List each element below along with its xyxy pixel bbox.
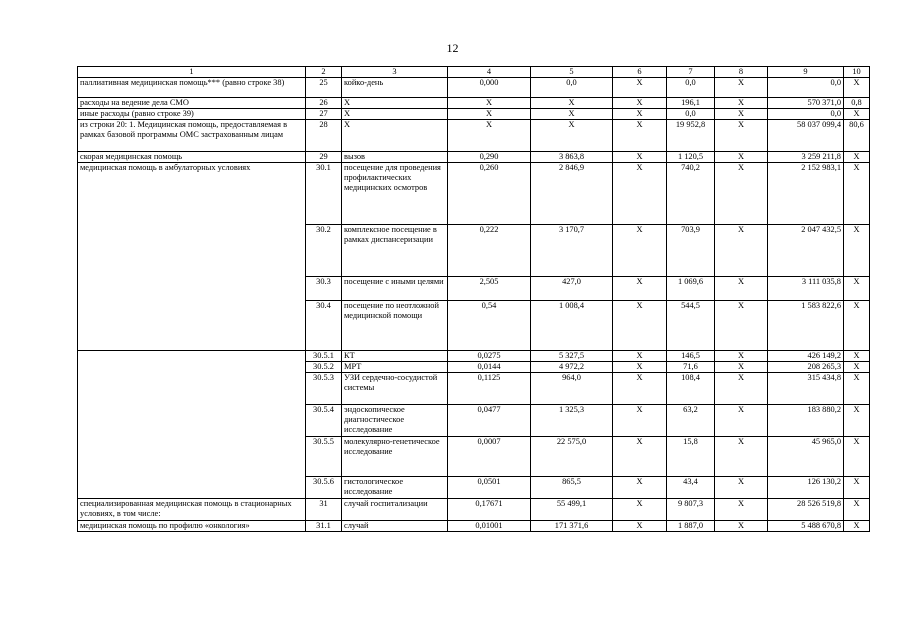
cell-c6: X [613,351,667,362]
column-header: 6 [613,67,667,78]
cell-c6: X [613,437,667,477]
table-row [78,152,870,163]
cell-c3: случай госпитализации [342,499,448,521]
cell-c3: койко-день [342,78,448,98]
cell-c6: X [613,163,667,225]
cell-c5: 2 846,9 [531,163,613,225]
row-label: расходы на ведение дела СМО [78,98,306,109]
column-header: 5 [531,67,613,78]
cell-c10: X [844,521,870,532]
cell-c6: X [613,301,667,351]
cell-c8: X [715,109,768,120]
cell-c10: X [844,499,870,521]
cell-c3: комплексное посещение в рамках диспансеризации [342,225,448,277]
cell-c5: 3 170,7 [531,225,613,277]
empty-label-cell [78,351,306,499]
cell-c8: X [715,152,768,163]
cell-c4: X [448,109,531,120]
cell-c10: X [844,405,870,437]
cell-c4: X [448,98,531,109]
cell-c7: 0,0 [667,78,715,98]
cell-c10: X [844,362,870,373]
cell-c9: 28 526 519,8 [768,499,844,521]
cell-c8: X [715,225,768,277]
cell-c9: 5 488 670,8 [768,521,844,532]
cell-c3: X [342,109,448,120]
cell-c4: 0,0007 [448,437,531,477]
cell-c8: X [715,373,768,405]
cell-c4: 0,0501 [448,477,531,499]
cell-c7: 108,4 [667,373,715,405]
row-label: из строки 20: 1. Медицинская помощь, предоставляемая в рамках базовой программы ОМС застрахованным лицам [78,120,306,152]
cell-c7: 63,2 [667,405,715,437]
cell-c8: X [715,499,768,521]
cell-c3: X [342,98,448,109]
cell-c8: X [715,437,768,477]
cell-c3: УЗИ сердечно-сосудистой системы [342,373,448,405]
cell-c10: X [844,277,870,301]
cell-c4: 0,222 [448,225,531,277]
cell-c7: 703,9 [667,225,715,277]
cell-c10: X [844,477,870,499]
cell-c5: 427,0 [531,277,613,301]
cell-c6: X [613,152,667,163]
column-header: 1 [78,67,306,78]
row-label: скорая медицинская помощь [78,152,306,163]
cell-c9: 208 265,3 [768,362,844,373]
cell-c5: 22 575,0 [531,437,613,477]
cell-c4: 0,1125 [448,373,531,405]
cell-c7: 19 952,8 [667,120,715,152]
cell-c9: 126 130,2 [768,477,844,499]
cell-c10: X [844,109,870,120]
cell-c8: X [715,163,768,225]
cell-c6: X [613,477,667,499]
cell-c6: X [613,405,667,437]
cell-c9: 3 111 035,8 [768,277,844,301]
cell-c5: 4 972,2 [531,362,613,373]
cell-c5: X [531,109,613,120]
cell-c8: X [715,98,768,109]
cell-c3: посещение с иными целями [342,277,448,301]
cell-c9: 3 259 211,8 [768,152,844,163]
table-row [78,98,870,109]
cell-c7: 1 069,6 [667,277,715,301]
cell-c8: X [715,477,768,499]
cell-c6: X [613,499,667,521]
row-label: медицинская помощь по профилю «онкология» [78,521,306,532]
cell-c5: 5 327,5 [531,351,613,362]
cell-c9: 2 152 983,1 [768,163,844,225]
cell-c5: 171 371,6 [531,521,613,532]
column-header: 7 [667,67,715,78]
cell-c6: X [613,109,667,120]
cell-c9: 58 037 099,4 [768,120,844,152]
cell-c4: 0,0275 [448,351,531,362]
cell-c7: 0,0 [667,109,715,120]
cell-c7: 1 120,5 [667,152,715,163]
cell-c6: X [613,225,667,277]
cell-c6: X [613,120,667,152]
cell-c3: гистологическое исследование [342,477,448,499]
cell-c2: 30.5.6 [306,477,342,499]
table-row [78,163,870,225]
cell-c3: МРТ [342,362,448,373]
cell-c9: 570 371,0 [768,98,844,109]
cell-c2: 30.5.2 [306,362,342,373]
cell-c7: 43,4 [667,477,715,499]
cell-c2: 31.1 [306,521,342,532]
cell-c2: 30.5.1 [306,351,342,362]
table-row [78,499,870,521]
table-row [78,109,870,120]
cell-c3: КТ [342,351,448,362]
cell-c7: 544,5 [667,301,715,351]
column-header: 3 [342,67,448,78]
cell-c5: 964,0 [531,373,613,405]
cell-c3: X [342,120,448,152]
cell-c3: посещение для проведения профилактических медицинских осмотров [342,163,448,225]
header-row [78,67,870,78]
financial-table [77,66,870,532]
cell-c7: 71,6 [667,362,715,373]
cell-c4: 2,505 [448,277,531,301]
column-header: 10 [844,67,870,78]
cell-c2: 25 [306,78,342,98]
cell-c2: 29 [306,152,342,163]
cell-c8: X [715,521,768,532]
column-header: 4 [448,67,531,78]
cell-c7: 1 887,0 [667,521,715,532]
cell-c9: 45 965,0 [768,437,844,477]
cell-c4: 0,000 [448,78,531,98]
cell-c4: X [448,120,531,152]
cell-c3: случай [342,521,448,532]
cell-c6: X [613,362,667,373]
column-header: 9 [768,67,844,78]
column-header: 2 [306,67,342,78]
cell-c10: X [844,225,870,277]
cell-c2: 30.3 [306,277,342,301]
cell-c9: 426 149,2 [768,351,844,362]
cell-c8: X [715,405,768,437]
cell-c10: 80,6 [844,120,870,152]
cell-c10: X [844,78,870,98]
cell-c5: 55 499,1 [531,499,613,521]
cell-c2: 30.5.3 [306,373,342,405]
cell-c8: X [715,301,768,351]
cell-c4: 0,54 [448,301,531,351]
cell-c6: X [613,78,667,98]
cell-c5: 3 863,8 [531,152,613,163]
table-row [78,521,870,532]
cell-c10: X [844,152,870,163]
cell-c7: 146,5 [667,351,715,362]
column-header: 8 [715,67,768,78]
cell-c6: X [613,521,667,532]
table-row [78,351,870,362]
cell-c9: 1 583 822,6 [768,301,844,351]
cell-c10: X [844,373,870,405]
cell-c5: X [531,98,613,109]
cell-c7: 740,2 [667,163,715,225]
cell-c5: 1 325,3 [531,405,613,437]
cell-c8: X [715,78,768,98]
cell-c9: 2 047 432,5 [768,225,844,277]
row-label: иные расходы (равно строке 39) [78,109,306,120]
cell-c3: вызов [342,152,448,163]
cell-c2: 26 [306,98,342,109]
cell-c2: 30.5.5 [306,437,342,477]
cell-c8: X [715,362,768,373]
row-label: медицинская помощь в амбулаторных условиях [78,163,306,351]
cell-c2: 30.5.4 [306,405,342,437]
table-row [78,120,870,152]
cell-c10: 0,8 [844,98,870,109]
table-row [78,78,870,98]
cell-c5: 865,5 [531,477,613,499]
cell-c4: 0,290 [448,152,531,163]
cell-c8: X [715,120,768,152]
cell-c4: 0,0477 [448,405,531,437]
cell-c8: X [715,351,768,362]
cell-c10: X [844,437,870,477]
cell-c7: 9 807,3 [667,499,715,521]
cell-c7: 196,1 [667,98,715,109]
cell-c6: X [613,98,667,109]
page-number: 12 [446,41,459,55]
cell-c2: 31 [306,499,342,521]
cell-c3: эндоскопическое диагностическое исследование [342,405,448,437]
cell-c5: X [531,120,613,152]
cell-c6: X [613,373,667,405]
cell-c4: 0,0144 [448,362,531,373]
cell-c10: X [844,301,870,351]
row-label: паллиативная медицинская помощь*** (равно строке 38) [78,78,306,98]
cell-c8: X [715,277,768,301]
row-label: специализированная медицинская помощь в стационарных условиях, в том числе: [78,499,306,521]
cell-c5: 0,0 [531,78,613,98]
cell-c10: X [844,351,870,362]
cell-c9: 0,0 [768,109,844,120]
cell-c9: 315 434,8 [768,373,844,405]
cell-c7: 15,8 [667,437,715,477]
cell-c3: посещение по неотложной медицинской помощи [342,301,448,351]
cell-c4: 0,260 [448,163,531,225]
cell-c10: X [844,163,870,225]
cell-c2: 28 [306,120,342,152]
cell-c3: молекулярно-генетическое исследование [342,437,448,477]
cell-c9: 183 880,2 [768,405,844,437]
cell-c6: X [613,277,667,301]
cell-c4: 0,01001 [448,521,531,532]
cell-c2: 30.1 [306,163,342,225]
cell-c2: 30.4 [306,301,342,351]
cell-c4: 0,17671 [448,499,531,521]
cell-c5: 1 008,4 [531,301,613,351]
cell-c2: 30.2 [306,225,342,277]
cell-c9: 0,0 [768,78,844,98]
cell-c2: 27 [306,109,342,120]
